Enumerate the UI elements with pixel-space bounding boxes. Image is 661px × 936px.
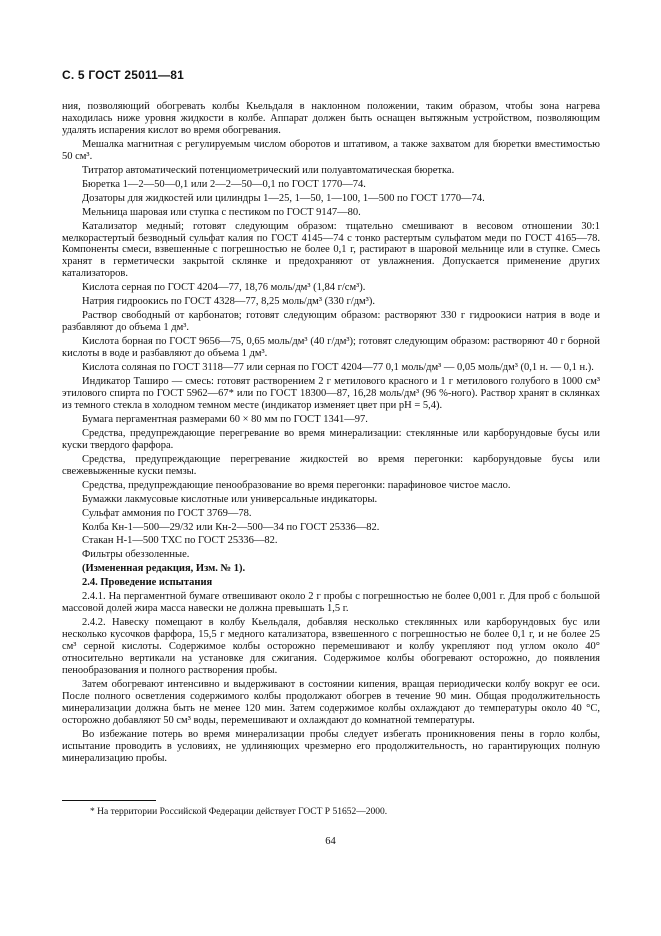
section-heading: 2.4. Проведение испытания [82,577,213,589]
paragraph: Кислота серная по ГОСТ 4204—77, 18,76 моль/дм³ (1,84 г/см³). [82,282,366,294]
paragraph: Кислота соляная по ГОСТ 3118—77 или серная по ГОСТ 4204—77 0,1 моль/дм³ — 0,05 моль/дм³ (0,1 н. — 0,1 н.). [82,362,594,374]
document-body [62,101,600,767]
paragraph: Дозаторы для жидкостей или цилиндры 1—25, 1—50, 1—100, 1—500 по ГОСТ 1770—74. [82,192,485,204]
paragraph: Затем обогревают интенсивно и выдерживают в состоянии кипения, вращая периодически колбу вокруг ее оси. После полного осветления содержимого колбы продолжают обогрев в течение 90 мин. Общая продолжительность минерализации должна быть не менее 120 мин. Затем содержимое колбы охлаждают до температуры около 40 °С, осторожно добавляют 50 см³ воды, перемешивают и охлаждают до комнатной температуры. [62,678,600,726]
paragraph: ния, позволяющий обогревать колбы Кьельдаля в наклонном положении, таким образом, чтобы зона нагрева находилась ниже уровня жидкости в колбе. Аппарат должен быть оснащен вытяжным устройством, позволяющим удалять испарения кислот во время обогревания. [62,101,600,136]
paragraph: Стакан Н-1—500 ТХС по ГОСТ 25336—82. [82,535,278,547]
paragraph: Бумажки лакмусовые кислотные или универсальные индикаторы. [82,493,378,505]
paragraph: Мешалка магнитная с регулируемым числом оборотов и штативом, а также захватом для бюретки вместимостью 50 см³. [62,138,600,162]
paragraph: Индикатор Таширо — смесь: готовят растворением 2 г метилового красного и 1 г метилового голубого в 1000 см³ этилового спирта по ГОСТ 5962—67* или по ГОСТ 18300—87, 16,28 моль/дм³ (96 %-ного). Раствор хранят в склянках из темного стекла в холодном темном месте (индикатор изменяет цвет при pH = 5,4). [62,376,600,411]
paragraph: Сульфат аммония по ГОСТ 3769—78. [82,507,252,519]
paragraph: Средства, предупреждающие перегревание во время минерализации: стеклянные или карборундовые бусы или куски твердого фарфора. [62,427,600,451]
paragraph: Катализатор медный; готовят следующим образом: тщательно смешивают в весовом отношении 30:1 мелкорастертый безводный сульфат калия по ГОСТ 4145—74 с тонко растертым сульфатом меди по ГОСТ 4165—78. Компоненты смеси, взвешенные с погрешностью не более 0,1 г, растирают в шаровой мельнице или в ступке. Смесь хранят в герметически закрытой склянке и предохраняют от увлажнения. Допускается применение других катализаторов. [62,220,600,280]
paragraph: Бумага пергаментная размерами 60 × 80 мм по ГОСТ 1341—97. [82,413,368,425]
footnote: * На территории Российской Федерации действует ГОСТ Р 51652—2000. [90,807,388,817]
page-number: 64 [325,836,336,847]
amendment-note: (Измененная редакция, Изм. № 1). [82,563,246,575]
footnote-divider [62,800,156,801]
paragraph: 2.4.1. На пергаментной бумаге отвешивают около 2 г пробы с погрешностью не более 0,001 г. Для проб с большой массовой долей жира масса навески не должна превышать 1,5 г. [62,591,600,615]
paragraph: Натрия гидроокись по ГОСТ 4328—77, 8,25 моль/дм³ (330 г/дм³). [82,296,375,308]
paragraph: 2.4.2. Навеску помещают в колбу Кьельдаля, добавляя несколько стеклянных или карборундовых бус или несколько кусочков фарфора, 15,5 г медного катализатора, взвешенного с погрешностью не более 0,1 г, и не более 25 см³ серной кислоты. Содержимое колбы осторожно перемешивают и колбу укрепляют под углом около 40° относительно вертикали на установке для сжигания. Содержимое колбы обогревают осторожно, до появления пенообразования и полного растворения пробы. [62,617,600,676]
paragraph: Средства, предупреждающие пенообразование во время перегонки: парафиновое чистое масло. [82,479,511,491]
paragraph: Средства, предупреждающие перегревание жидкостей во время перегонки: карборундовые бусы или свежевыженные куски пемзы. [62,453,600,477]
paragraph: Мельница шаровая или ступка с пестиком по ГОСТ 9147—80. [82,206,361,218]
paragraph: Кислота борная по ГОСТ 9656—75, 0,65 моль/дм³ (40 г/дм³); готовят следующим образом: растворяют 40 г борной кислоты в воде и разбавляют до объема 1 дм³. [62,336,600,360]
paragraph: Колба Кн-1—500—29/32 или Кн-2—500—34 по ГОСТ 25336—82. [82,521,380,533]
paragraph: Во избежание потерь во время минерализации пробы следует избегать проникновения пены в горло колбы, испытание проводить в условиях, не удлиняющих чрезмерно его продолжительность, но гарантирующих полную минерализацию пробы. [62,728,600,764]
page-header: С. 5 ГОСТ 25011—81 [62,68,185,82]
paragraph: Фильтры обеззоленные. [82,549,190,561]
paragraph: Бюретка 1—2—50—0,1 или 2—2—50—0,1 по ГОСТ 1770—74. [82,178,366,190]
paragraph: Титратор автоматический потенциометрический или полуавтоматическая бюретка. [82,164,455,176]
paragraph: Раствор свободный от карбонатов; готовят следующим образом: растворяют 330 г гидроокиси натрия в воде и разбавляют до объема 1 дм³. [62,310,600,334]
